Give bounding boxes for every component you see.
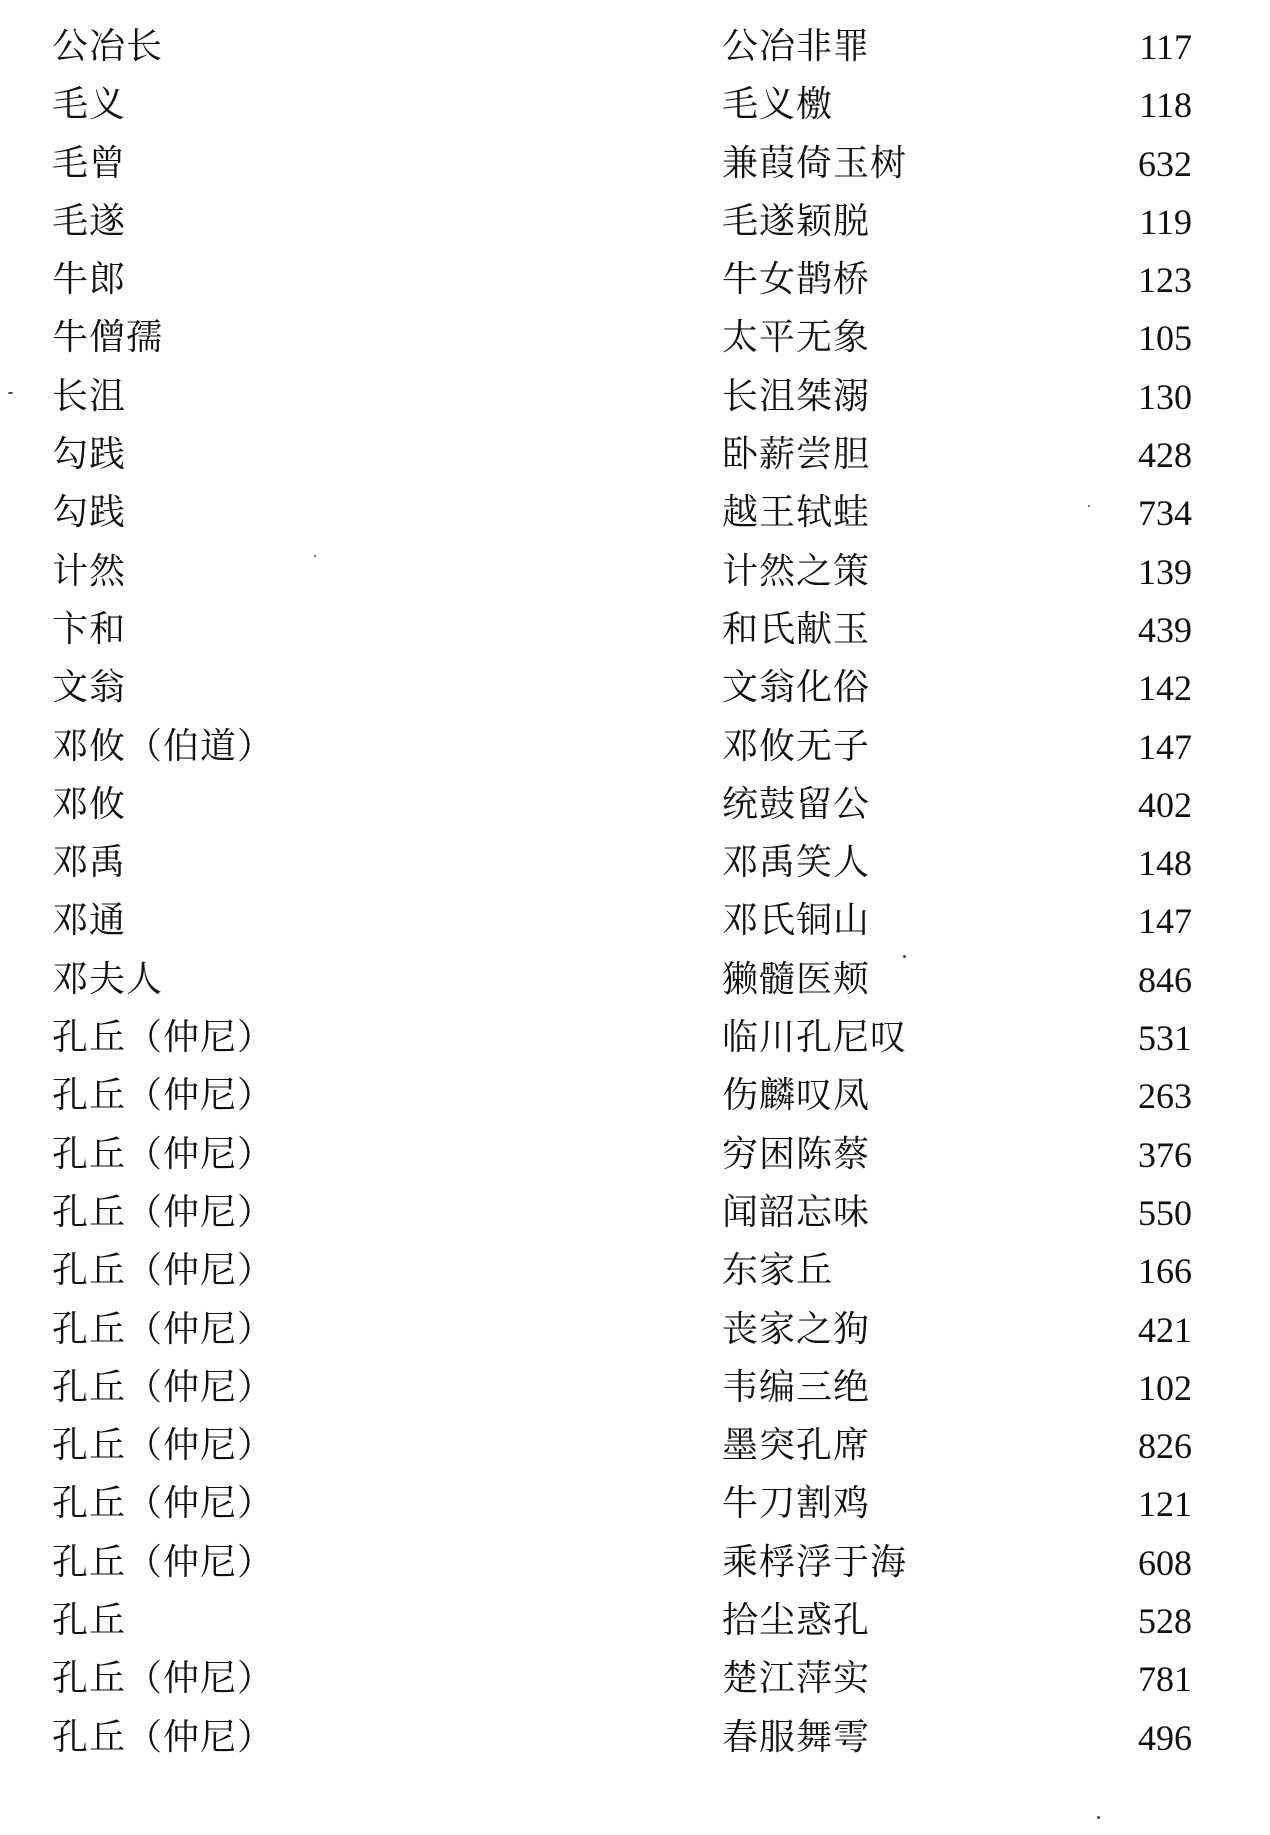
idiom-entry: 邓氏铜山: [722, 900, 871, 942]
page-number: 734: [1138, 493, 1192, 534]
page-number: 123: [1138, 260, 1192, 301]
person-name: 邓攸（伯道）: [52, 725, 275, 767]
person-name: 孔丘（仲尼）: [52, 1017, 275, 1059]
person-name: 勾践: [52, 434, 127, 476]
person-name: 邓禹: [52, 842, 127, 884]
scan-speck: [8, 392, 13, 394]
index-row: [52, 718, 1192, 776]
index-row: [52, 1359, 1192, 1417]
idiom-entry: 牛刀割鸡: [722, 1483, 871, 1525]
idiom-entry: 兼葭倚玉树: [722, 142, 908, 184]
index-row: [52, 776, 1192, 834]
idiom-entry: 邓攸无子: [722, 725, 871, 767]
idiom-entry: 穷困陈蔡: [722, 1133, 871, 1175]
person-name: 毛遂: [52, 200, 127, 242]
index-row: [52, 1592, 1192, 1650]
page-number: 428: [1138, 435, 1192, 476]
index-row: [52, 1184, 1192, 1242]
idiom-entry: 东家丘: [722, 1250, 834, 1292]
idiom-entry: 毛义檄: [722, 84, 834, 126]
index-row: [52, 1417, 1192, 1475]
person-name: 孔丘（仲尼）: [52, 1658, 275, 1700]
page-number: 531: [1138, 1018, 1192, 1059]
index-table: [52, 18, 1192, 1767]
idiom-entry: 计然之策: [722, 550, 871, 592]
page-number: 421: [1138, 1309, 1192, 1350]
index-row: [52, 309, 1192, 367]
idiom-entry: 韦编三绝: [722, 1366, 871, 1408]
person-name: 孔丘（仲尼）: [52, 1075, 275, 1117]
page-number: 550: [1138, 1192, 1192, 1233]
person-name: 牛郎: [52, 259, 127, 301]
idiom-entry: 獭髓医颊: [722, 958, 871, 1000]
page-number: 781: [1138, 1659, 1192, 1700]
index-row: [52, 659, 1192, 717]
person-name: 邓通: [52, 900, 127, 942]
index-row: [52, 18, 1192, 76]
scan-speck: [1097, 1816, 1100, 1819]
person-name: 公冶长: [52, 26, 164, 67]
idiom-entry: 墨突孔席: [722, 1425, 871, 1467]
index-row: [52, 426, 1192, 484]
index-row: [52, 601, 1192, 659]
page-number: 376: [1138, 1134, 1192, 1175]
person-name: 毛曾: [52, 142, 127, 184]
page-number: 147: [1138, 901, 1192, 942]
person-name: 勾践: [52, 492, 127, 534]
index-row: [52, 1709, 1192, 1767]
index-row: [52, 484, 1192, 542]
person-name: 孔丘（仲尼）: [52, 1308, 275, 1350]
person-name: 卞和: [52, 608, 127, 650]
idiom-entry: 太平无象: [722, 317, 871, 359]
idiom-entry: 越王轼蛙: [722, 492, 871, 534]
page-number: 632: [1138, 143, 1192, 184]
index-row: [52, 1126, 1192, 1184]
index-row: [52, 1242, 1192, 1300]
index-row: [52, 951, 1192, 1009]
page-number: 119: [1139, 201, 1192, 242]
index-row: [52, 1067, 1192, 1125]
person-name: 文翁: [52, 667, 127, 709]
scan-speck: [1088, 505, 1090, 507]
person-name: 孔丘（仲尼）: [52, 1716, 275, 1758]
index-row: [52, 193, 1192, 251]
idiom-entry: 毛遂颖脱: [722, 200, 871, 242]
idiom-entry: 拾尘惑孔: [722, 1600, 871, 1642]
page-number: 439: [1138, 609, 1192, 650]
idiom-entry: 长沮桀溺: [722, 375, 871, 417]
person-name: 孔丘（仲尼）: [52, 1483, 275, 1525]
person-name: 孔丘: [52, 1600, 127, 1642]
person-name: 孔丘（仲尼）: [52, 1250, 275, 1292]
page-number: 147: [1138, 726, 1192, 767]
page-number: 139: [1138, 551, 1192, 592]
page-number: 117: [1139, 27, 1192, 67]
index-row: [52, 368, 1192, 426]
page-number: 142: [1138, 668, 1192, 709]
idiom-entry: 和氏献玉: [722, 608, 871, 650]
index-row: [52, 1650, 1192, 1708]
page-number: 528: [1138, 1601, 1192, 1642]
person-name: 孔丘（仲尼）: [52, 1425, 275, 1467]
person-name: 孔丘（仲尼）: [52, 1133, 275, 1175]
scan-speck: [314, 555, 316, 557]
person-name: 毛义: [52, 84, 127, 126]
index-row: [52, 1009, 1192, 1067]
page-number: 105: [1138, 318, 1192, 359]
page-number: 263: [1138, 1076, 1192, 1117]
person-name: 邓攸: [52, 783, 127, 825]
page-number: 118: [1139, 85, 1192, 126]
idiom-entry: 邓禹笑人: [722, 842, 871, 884]
index-row: [52, 76, 1192, 134]
index-row: [52, 1301, 1192, 1359]
idiom-entry: 卧薪尝胆: [722, 434, 871, 476]
idiom-entry: 文翁化俗: [722, 667, 871, 709]
page-number: 496: [1138, 1717, 1192, 1758]
page-number: 826: [1138, 1426, 1192, 1467]
page-number: 148: [1138, 843, 1192, 884]
idiom-entry: 统鼓留公: [722, 783, 871, 825]
person-name: 孔丘（仲尼）: [52, 1366, 275, 1408]
page-number: 402: [1138, 784, 1192, 825]
idiom-entry: 楚江萍实: [722, 1658, 871, 1700]
idiom-entry: 临川孔尼叹: [722, 1017, 908, 1059]
idiom-entry: 公冶非罪: [722, 26, 871, 67]
person-name: 长沮: [52, 375, 127, 417]
person-name: 牛僧孺: [52, 317, 164, 359]
idiom-entry: 春服舞雩: [722, 1716, 871, 1758]
page-number: 130: [1138, 376, 1192, 417]
scan-speck: [903, 955, 906, 958]
person-name: 孔丘（仲尼）: [52, 1541, 275, 1583]
index-row: [52, 135, 1192, 193]
idiom-entry: 乘桴浮于海: [722, 1541, 908, 1583]
page-number: 846: [1138, 959, 1192, 1000]
person-name: 邓夫人: [52, 958, 164, 1000]
person-name: 计然: [52, 550, 127, 592]
page-number: 608: [1138, 1542, 1192, 1583]
index-row: [52, 1475, 1192, 1533]
index-row: [52, 892, 1192, 950]
idiom-entry: 牛女鹊桥: [722, 259, 871, 301]
index-row: [52, 251, 1192, 309]
index-row: [52, 1534, 1192, 1592]
index-row: [52, 834, 1192, 892]
index-row: [52, 543, 1192, 601]
idiom-entry: 伤麟叹凤: [722, 1075, 871, 1117]
page-number: 166: [1138, 1251, 1192, 1292]
page-number: 102: [1138, 1367, 1192, 1408]
idiom-entry: 丧家之狗: [722, 1308, 871, 1350]
idiom-entry: 闻韶忘味: [722, 1191, 871, 1233]
person-name: 孔丘（仲尼）: [52, 1191, 275, 1233]
page-number: 121: [1138, 1484, 1192, 1525]
